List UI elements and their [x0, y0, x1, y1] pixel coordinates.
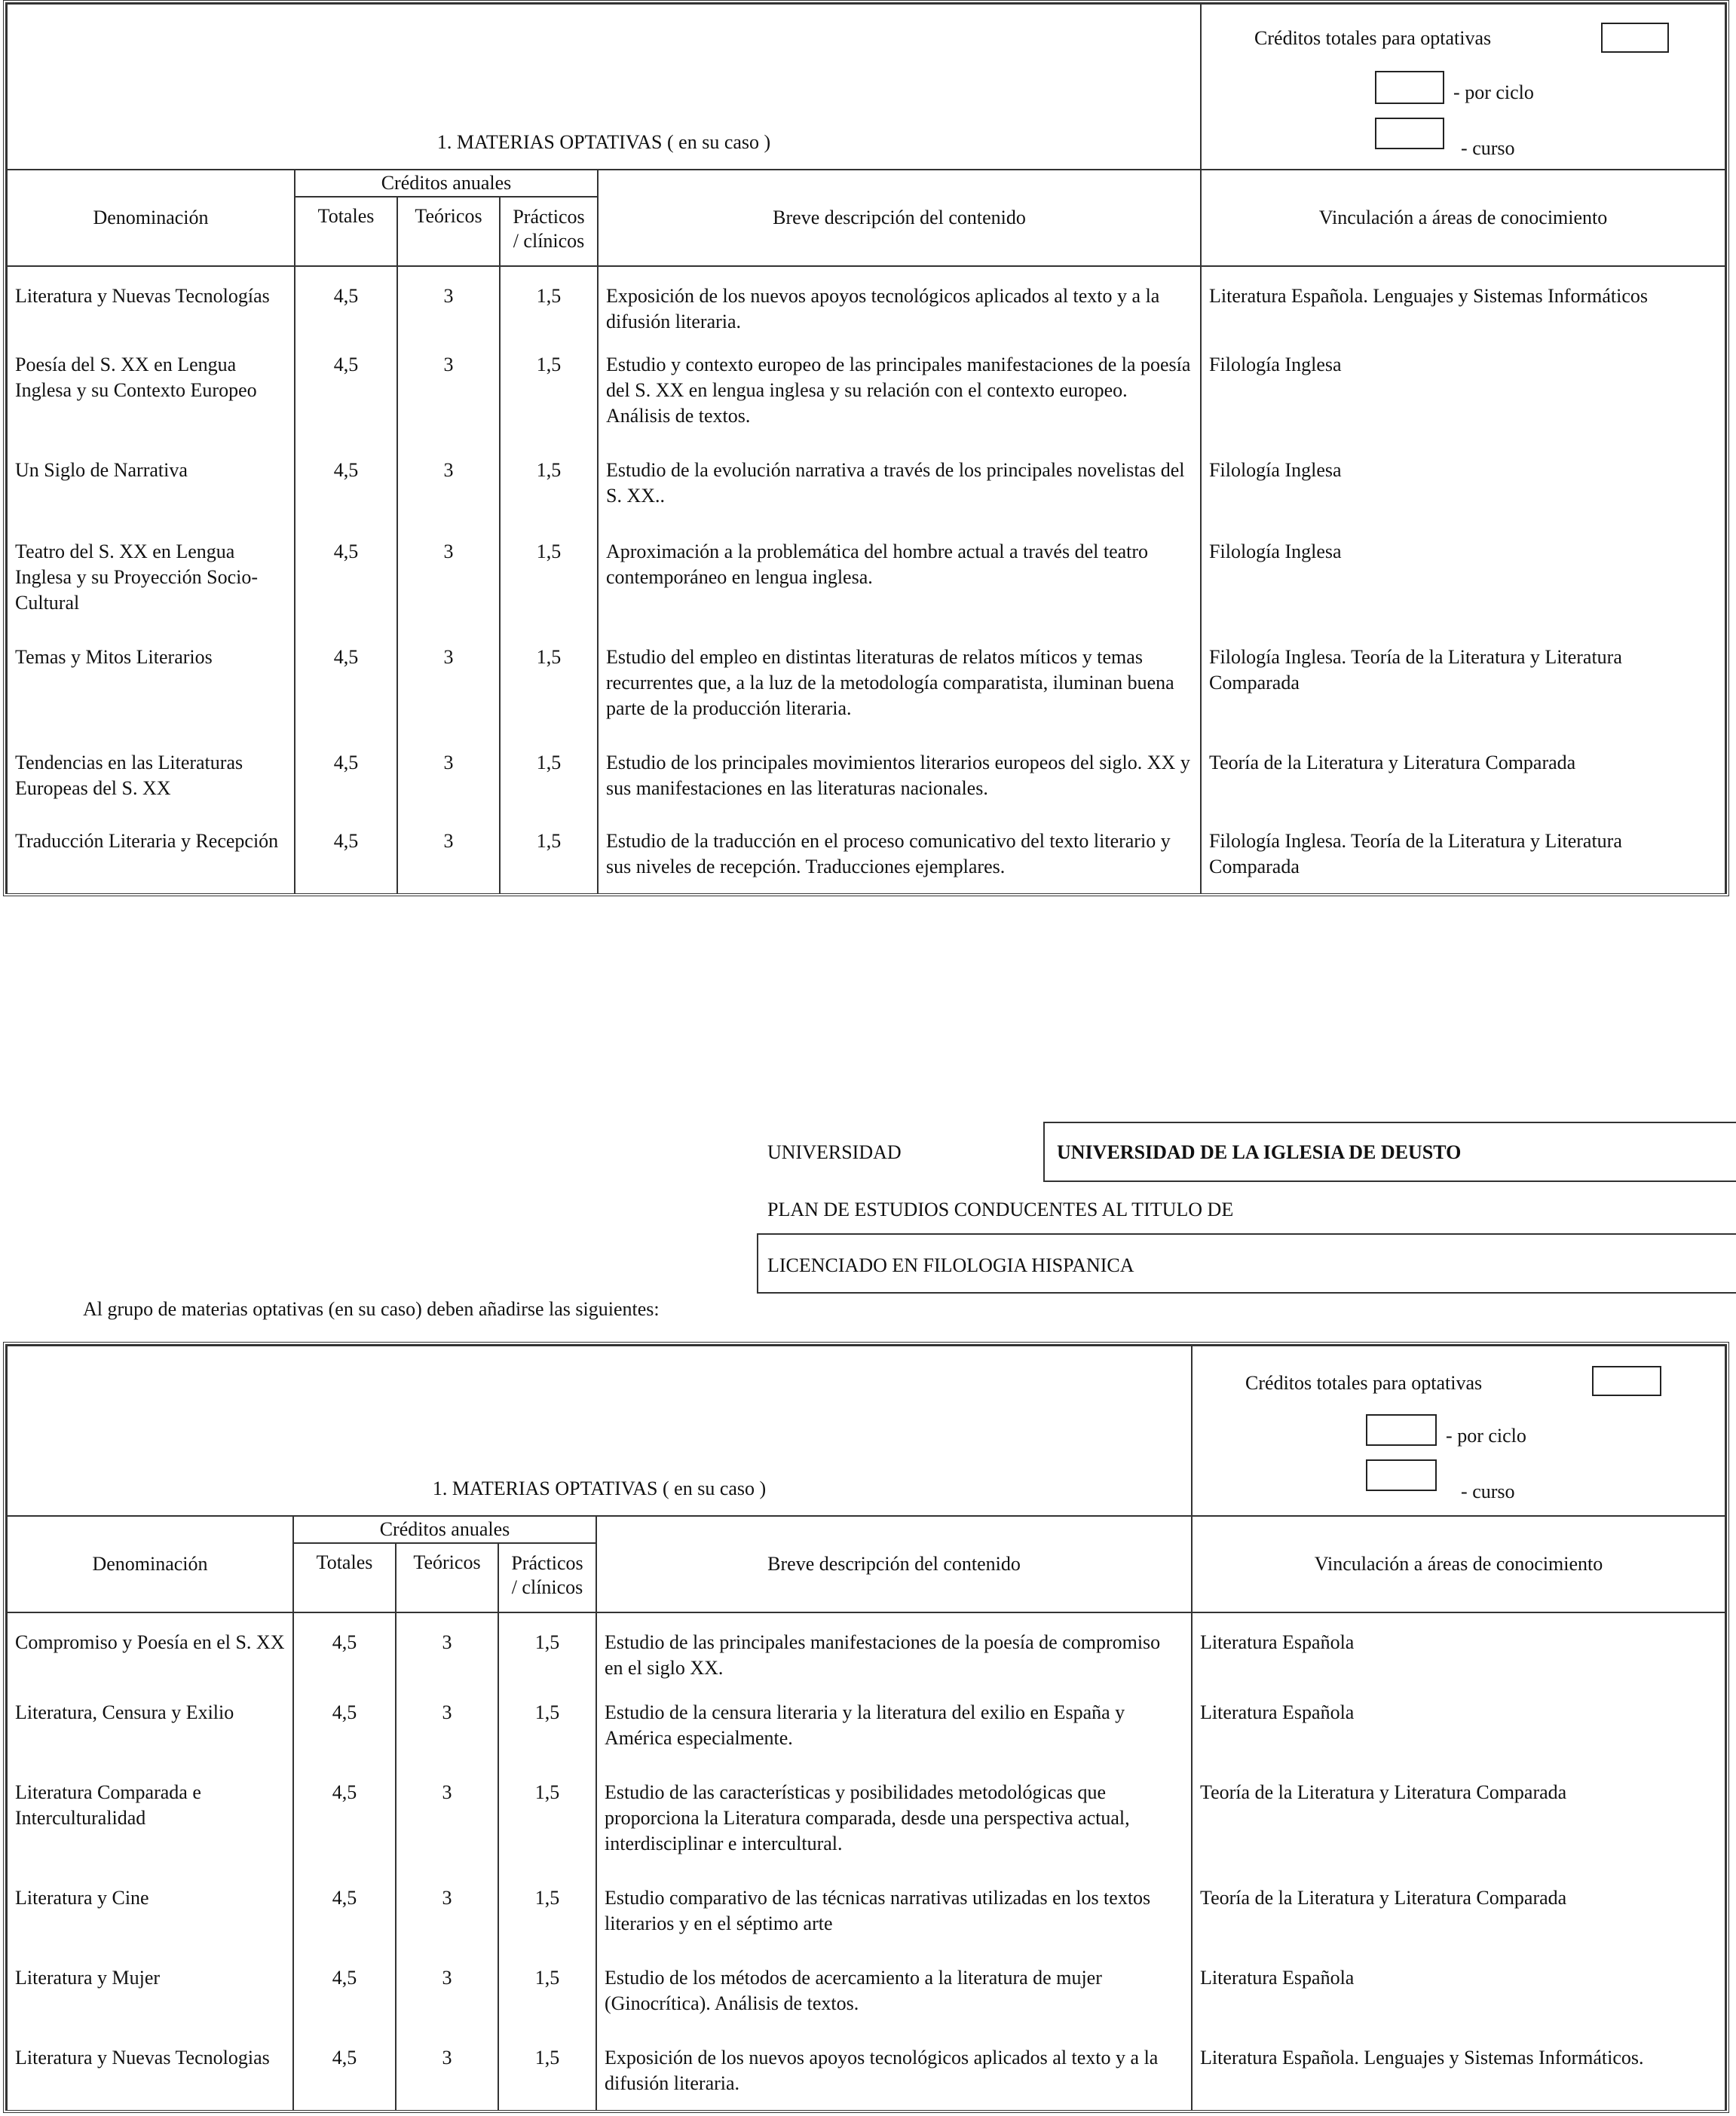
row-area: Filología Inglesa [1201, 450, 1725, 531]
curso-label: - curso [1461, 1481, 1515, 1502]
row-practicos: 1,5 [498, 1958, 596, 2038]
section-title: 1. MATERIAS OPTATIVAS ( en su caso ) [436, 131, 771, 153]
row-desc: Exposición de los nuevos apoyos tecnológicos aplicados al texto y a la difusión literaria. [596, 2038, 1192, 2110]
col-practicos [498, 1543, 596, 1612]
row-name: Poesía del S. XX en Lengua Inglesa y su Contexto Europeo [7, 345, 295, 450]
row-teoricos: 3 [397, 743, 500, 821]
section-title-cell [7, 4, 1201, 170]
intro-text: Al grupo de materias optativas (en su caso) deben añadirse las siguientes: [83, 1298, 660, 1320]
credits-cell [1201, 4, 1725, 170]
row-name: Tendencias en las Literaturas Europeas del S. XX [7, 743, 295, 821]
row-practicos: 1,5 [500, 743, 598, 821]
credits-cell [1192, 1346, 1725, 1516]
table-1-body [7, 266, 1725, 893]
table-row [7, 1958, 1725, 2038]
row-practicos: 1,5 [500, 531, 598, 637]
row-teoricos: 3 [397, 345, 500, 450]
row-teoricos: 3 [396, 1878, 498, 1958]
universidad-value: UNIVERSIDAD DE LA IGLESIA DE DEUSTO [1057, 1141, 1462, 1163]
curso-box[interactable] [1366, 1459, 1437, 1491]
col-denominacion: Denominación [7, 170, 295, 266]
row-name: Literatura y Cine [7, 1878, 293, 1958]
col-practicos-line2: / clínicos [511, 1576, 583, 1598]
row-teoricos: 3 [396, 1612, 498, 1692]
col-practicos [500, 197, 598, 266]
col-creditos-anuales: Créditos anuales [293, 1516, 596, 1543]
row-totales: 4,5 [293, 2038, 396, 2110]
row-desc: Estudio de la censura literaria y la literatura del exilio en España y América especialmente. [596, 1692, 1192, 1772]
col-denominacion: Denominación [7, 1516, 293, 1612]
row-desc: Estudio de la evolución narrativa a través de los principales novelistas del S. XX.. [598, 450, 1201, 531]
row-teoricos: 3 [397, 450, 500, 531]
col-practicos-line1: Prácticos [513, 206, 585, 228]
row-desc: Estudio del empleo en distintas literaturas de relatos míticos y temas recurrentes que, a la luz de la metodología comparatista, iluminan buena parte de la producción literaria. [598, 637, 1201, 743]
row-name: Compromiso y Poesía en el S. XX [7, 1612, 293, 1692]
col-teoricos: Teóricos [396, 1543, 498, 1612]
row-teoricos: 3 [397, 531, 500, 637]
row-teoricos: 3 [397, 821, 500, 893]
row-teoricos: 3 [396, 1692, 498, 1772]
col-practicos-line1: Prácticos [511, 1552, 583, 1574]
table-2-grid [6, 1345, 1726, 2110]
col-descripcion: Breve descripción del contenido [598, 170, 1201, 266]
row-practicos: 1,5 [500, 821, 598, 893]
row-area: Literatura Española. Lenguajes y Sistemas Informáticos. [1192, 2038, 1725, 2110]
plan-label: PLAN DE ESTUDIOS CONDUCENTES AL TITULO DE [767, 1199, 1234, 1220]
row-desc: Aproximación a la problemática del hombre actual a través del teatro contemporáneo en lengua inglesa. [598, 531, 1201, 637]
row-desc: Exposición de los nuevos apoyos tecnológicos aplicados al texto y a la difusión literaria. [598, 266, 1201, 345]
row-totales: 4,5 [293, 1958, 396, 2038]
table-row [7, 637, 1725, 743]
row-area: Teoría de la Literatura y Literatura Comparada [1201, 743, 1725, 821]
table-row [7, 821, 1725, 893]
row-totales: 4,5 [293, 1692, 396, 1772]
table-row [7, 531, 1725, 637]
row-totales: 4,5 [295, 821, 397, 893]
table-row [7, 266, 1725, 345]
curso-label: - curso [1461, 137, 1515, 159]
row-desc: Estudio de la traducción en el proceso comunicativo del texto literario y sus niveles de recepción. Traducciones ejemplares. [598, 821, 1201, 893]
row-practicos: 1,5 [498, 1692, 596, 1772]
row-area: Literatura Española [1192, 1612, 1725, 1692]
row-totales: 4,5 [295, 531, 397, 637]
por-ciclo-box[interactable] [1375, 71, 1444, 104]
row-desc: Estudio comparativo de las técnicas narrativas utilizadas en los textos literarios y en el séptimo arte [596, 1878, 1192, 1958]
col-teoricos: Teóricos [397, 197, 500, 266]
row-name: Literatura y Mujer [7, 1958, 293, 2038]
row-name: Literatura y Nuevas Tecnologias [7, 2038, 293, 2110]
row-name: Literatura Comparada e Interculturalidad [7, 1772, 293, 1878]
row-area: Filología Inglesa [1201, 531, 1725, 637]
row-practicos: 1,5 [500, 450, 598, 531]
row-practicos: 1,5 [500, 637, 598, 743]
credits-total-label: Créditos totales para optativas [1245, 1372, 1483, 1394]
row-teoricos: 3 [396, 1958, 498, 2038]
optativas-table-2 [3, 1342, 1729, 2113]
row-area: Literatura Española. Lenguajes y Sistemas Informáticos [1201, 266, 1725, 345]
table-row [7, 1692, 1725, 1772]
titulo-value: LICENCIADO EN FILOLOGIA HISPANICA [767, 1254, 1134, 1276]
credits-total-label: Créditos totales para optativas [1254, 27, 1492, 49]
col-practicos-line2: / clínicos [513, 230, 585, 252]
row-name: Traducción Literaria y Recepción [7, 821, 295, 893]
por-ciclo-label: - por ciclo [1453, 81, 1534, 103]
row-area: Teoría de la Literatura y Literatura Comparada [1192, 1772, 1725, 1878]
row-totales: 4,5 [295, 266, 397, 345]
row-area: Filología Inglesa. Teoría de la Literatura y Literatura Comparada [1201, 637, 1725, 743]
row-area: Filología Inglesa [1201, 345, 1725, 450]
col-vinculacion: Vinculación a áreas de conocimiento [1192, 1516, 1725, 1612]
table-row [7, 450, 1725, 531]
col-descripcion: Breve descripción del contenido [596, 1516, 1192, 1612]
col-vinculacion: Vinculación a áreas de conocimiento [1201, 170, 1725, 266]
row-desc: Estudio de los principales movimientos literarios europeos del siglo. XX y sus manifestaciones en las literaturas nacionales. [598, 743, 1201, 821]
table-2-body [7, 1612, 1725, 2110]
row-totales: 4,5 [295, 450, 397, 531]
optativas-table-1 [3, 0, 1729, 896]
col-creditos-anuales: Créditos anuales [295, 170, 598, 197]
row-teoricos: 3 [397, 637, 500, 743]
row-totales: 4,5 [293, 1878, 396, 1958]
row-teoricos: 3 [396, 1772, 498, 1878]
row-practicos: 1,5 [498, 2038, 596, 2110]
credits-total-box[interactable] [1601, 23, 1669, 53]
row-area: Filología Inglesa. Teoría de la Literatura y Literatura Comparada [1201, 821, 1725, 893]
row-practicos: 1,5 [498, 1772, 596, 1878]
credits-total-box[interactable] [1592, 1366, 1661, 1396]
row-practicos: 1,5 [498, 1878, 596, 1958]
row-desc: Estudio de los métodos de acercamiento a la literatura de mujer (Ginocrítica). Análisis de textos. [596, 1958, 1192, 2038]
row-area: Literatura Española [1192, 1958, 1725, 2038]
section-title: 1. MATERIAS OPTATIVAS ( en su caso ) [432, 1478, 767, 1499]
table-row [7, 2038, 1725, 2110]
row-desc: Estudio de las características y posibilidades metodológicas que proporciona la Literatura comparada, desde una perspectiva actual, interdisciplinar e intercultural. [596, 1772, 1192, 1878]
row-practicos: 1,5 [498, 1612, 596, 1692]
por-ciclo-label: - por ciclo [1446, 1425, 1526, 1447]
col-totales: Totales [295, 197, 397, 266]
row-name: Temas y Mitos Literarios [7, 637, 295, 743]
table-row [7, 743, 1725, 821]
curso-box[interactable] [1375, 118, 1444, 149]
row-totales: 4,5 [295, 743, 397, 821]
table-row [7, 1612, 1725, 1692]
row-name: Literatura, Censura y Exilio [7, 1692, 293, 1772]
row-totales: 4,5 [293, 1612, 396, 1692]
row-area: Literatura Española [1192, 1692, 1725, 1772]
row-practicos: 1,5 [500, 345, 598, 450]
section-title-cell [7, 1346, 1192, 1516]
row-totales: 4,5 [295, 637, 397, 743]
row-teoricos: 3 [396, 2038, 498, 2110]
universidad-label: UNIVERSIDAD [767, 1141, 902, 1163]
row-teoricos: 3 [397, 266, 500, 345]
table-row [7, 345, 1725, 450]
row-name: Un Siglo de Narrativa [7, 450, 295, 531]
por-ciclo-box[interactable] [1366, 1414, 1437, 1446]
row-area: Teoría de la Literatura y Literatura Comparada [1192, 1878, 1725, 1958]
row-name: Teatro del S. XX en Lengua Inglesa y su Proyección Socio-Cultural [7, 531, 295, 637]
row-totales: 4,5 [295, 345, 397, 450]
col-totales: Totales [293, 1543, 396, 1612]
table-1-grid [6, 3, 1726, 893]
row-name: Literatura y Nuevas Tecnologías [7, 266, 295, 345]
table-row [7, 1772, 1725, 1878]
row-totales: 4,5 [293, 1772, 396, 1878]
row-desc: Estudio y contexto europeo de las principales manifestaciones de la poesía del S. XX en lengua inglesa y su relación con el contexto europeo. Análisis de textos. [598, 345, 1201, 450]
row-desc: Estudio de las principales manifestaciones de la poesía de compromiso en el siglo XX. [596, 1612, 1192, 1692]
row-practicos: 1,5 [500, 266, 598, 345]
table-row [7, 1878, 1725, 1958]
